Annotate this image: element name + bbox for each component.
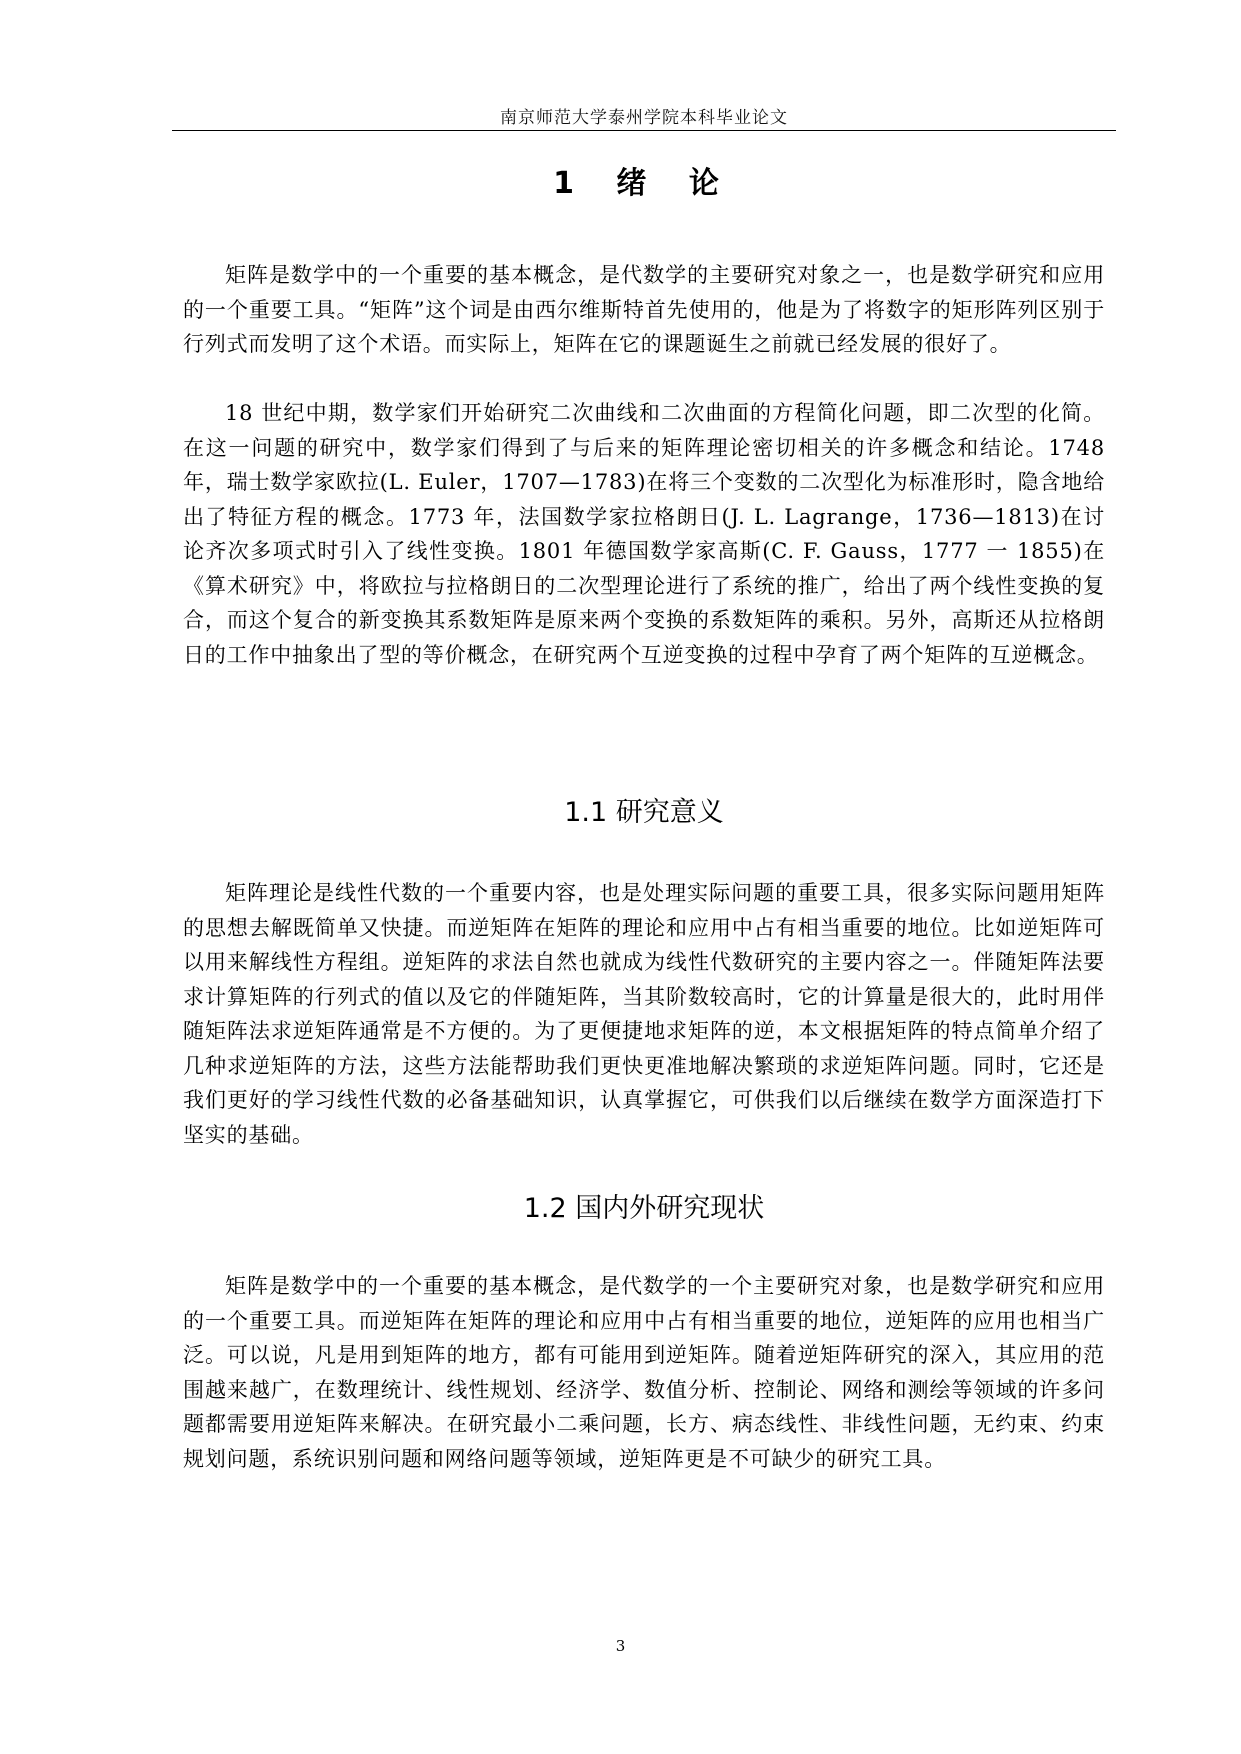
page-number: 3 [615, 1637, 626, 1655]
chapter-title: 1 绪 论 [553, 166, 735, 201]
header-rule [172, 130, 1116, 131]
intro-paragraph-1: 矩阵是数学中的一个重要的基本概念，是代数学的主要研究对象之一，也是数学研究和应用的一个重要工具。“矩阵”这个词是由西尔维斯特首先使用的，他是为了将数字的矩形阵列区别于行列式而发明了这个术语。而实际上，矩阵在它的课题诞生之前就已经发展的很好了。 [183, 263, 1105, 356]
section-title-research-significance: 1.1 研究意义 [564, 797, 724, 828]
section-title-research-status: 1.2 国内外研究现状 [523, 1193, 765, 1224]
intro-paragraph-2: 18 世纪中期，数学家们开始研究二次曲线和二次曲面的方程简化问题，即二次型的化简。在这一问题的研究中，数学家们得到了与后来的矩阵理论密切相关的许多概念和结论。1748 年，瑞士数学家欧拉(L. Euler，1707—1783)在将三个变数的二次型化为标准形时，隐含地给出了特征方程的概念。1773 年，法国数学家拉格朗日(J. L. Lagrange，1736—1813)在讨论齐次多项式时引入了线性变换。1801 年德国数学家高斯(C. F. Gauss，1777 一 1855)在《算术研究》中，将欧拉与拉格朗日的二次型理论进行了系统的推广，给出了两个线性变换的复合，而这个复合的新变换其系数矩阵是原来两个变换的系数矩阵的乘积。另外，高斯还从拉格朗日的工作中抽象出了型的等价概念，在研究两个互逆变换的过程中孕育了两个矩阵的互逆概念。 [183, 401, 1105, 667]
section-paragraph-research-status: 矩阵是数学中的一个重要的基本概念，是代数学的一个主要研究对象，也是数学研究和应用的一个重要工具。而逆矩阵在矩阵的理论和应用中占有相当重要的地位，逆矩阵的应用也相当广泛。可以说，凡是用到矩阵的地方，都有可能用到逆矩阵。随着逆矩阵研究的深入，其应用的范围越来越广，在数理统计、线性规划、经济学、数值分析、控制论、网络和测绘等领域的许多问题都需要用逆矩阵来解决。在研究最小二乘问题，长方、病态线性、非线性问题，无约束、约束规划问题，系统识别问题和网络问题等领域，逆矩阵更是不可缺少的研究工具。 [183, 1274, 1105, 1471]
section-paragraph-research-significance: 矩阵理论是线性代数的一个重要内容，也是处理实际问题的重要工具，很多实际问题用矩阵的思想去解既简单又快捷。而逆矩阵在矩阵的理论和应用中占有相当重要的地位。比如逆矩阵可以用来解线性方程组。逆矩阵的求法自然也就成为线性代数研究的主要内容之一。伴随矩阵法要求计算矩阵的行列式的值以及它的伴随矩阵，当其阶数较高时，它的计算量是很大的，此时用伴随矩阵法求逆矩阵通常是不方便的。为了更便捷地求矩阵的逆，本文根据矩阵的特点简单介绍了几种求逆矩阵的方法，这些方法能帮助我们更快更准地解决繁琐的求逆矩阵问题。同时，它还是我们更好的学习线性代数的必备基础知识，认真掌握它，可供我们以后继续在数学方面深造打下坚实的基础。 [183, 881, 1105, 1147]
running-header: 南京师范大学泰州学院本科毕业论文 [500, 108, 788, 128]
